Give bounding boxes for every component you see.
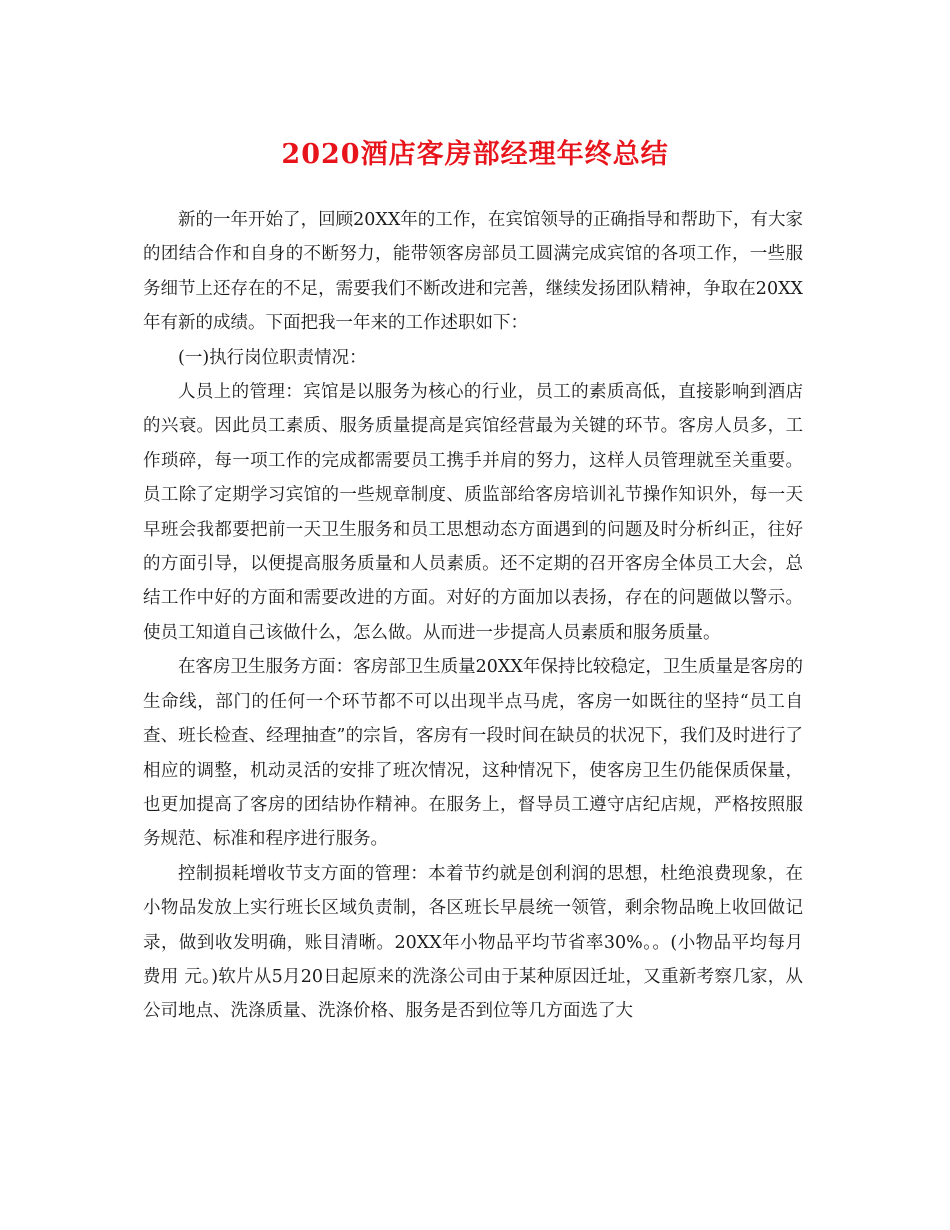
document-body <box>143 203 803 1029</box>
paragraph-room-hygiene: 在客房卫生服务方面：客房部卫生质量20XX年保持比较稳定，卫生质量是客房的生命线，部门的任何一个环节都不可以出现半点马虎，客房一如既往的坚持“员工自查、班长检查、经理抽查”的宗旨，客房有一段时间在缺员的状况下，我们及时进行了相应的调整，机动灵活的安排了班次情况，这种情况下，使客房卫生仍能保质保量，也更加提高了客房的团结协作精神。在服务上，督导员工遵守店纪店规，严格按照服务规范、标准和程序进行服务。 <box>143 657 803 850</box>
section-heading: (一)执行岗位职责情况： <box>178 347 367 368</box>
paragraph-intro: 新的一年开始了，回顾20XX年的工作，在宾馆领导的正确指导和帮助下，有大家的团结合作和自身的不断努力，能带领客房部员工圆满完成宾馆的各项工作，一些服务细节上还存在的不足，需要我们不断改进和完善，继续发扬团队精神，争取在20XX年有新的成绩。下面把我一年来的工作述职如下： <box>143 210 803 334</box>
paragraph-cost-control: 控制损耗增收节支方面的管理：本着节约就是创利润的思想，杜绝浪费现象，在小物品发放上实行班长区域负责制，各区班长早晨统一领管，剩余物品晚上收回做记录，做到收发明确，账目清晰。20XX年小物品平均节省率30%。。(小物品平均每月费用 元。)软片从5月20日起原来的洗涤公司由于某种原因迁址，又重新考察几家，从公司地点、洗涤质量、洗涤价格、服务是否到位等几方面选了大 <box>143 863 803 1022</box>
paragraph-personnel-management: 人员上的管理：宾馆是以服务为核心的行业，员工的素质高低，直接影响到酒店的兴衰。因此员工素质、服务质量提高是宾馆经营最为关键的环节。客房人员多，工作琐碎，每一项工作的完成都需要员工携手并肩的努力，这样人员管理就至关重要。员工除了定期学习宾馆的一些规章制度、质监部给客房培训礼节操作知识外，每一天早班会我都要把前一天卫生服务和员工思想动态方面遇到的问题及时分析纠正，往好的方面引导，以便提高服务质量和人员素质。还不定期的召开客房全体员工大会，总结工作中好的方面和需要改进的方面。对好的方面加以表扬，存在的问题做以警示。使员工知道自己该做什么，怎么做。从而进一步提高人员素质和服务质量。 <box>143 382 803 643</box>
document-title: 2020酒店客房部经理年终总结 <box>281 139 669 170</box>
